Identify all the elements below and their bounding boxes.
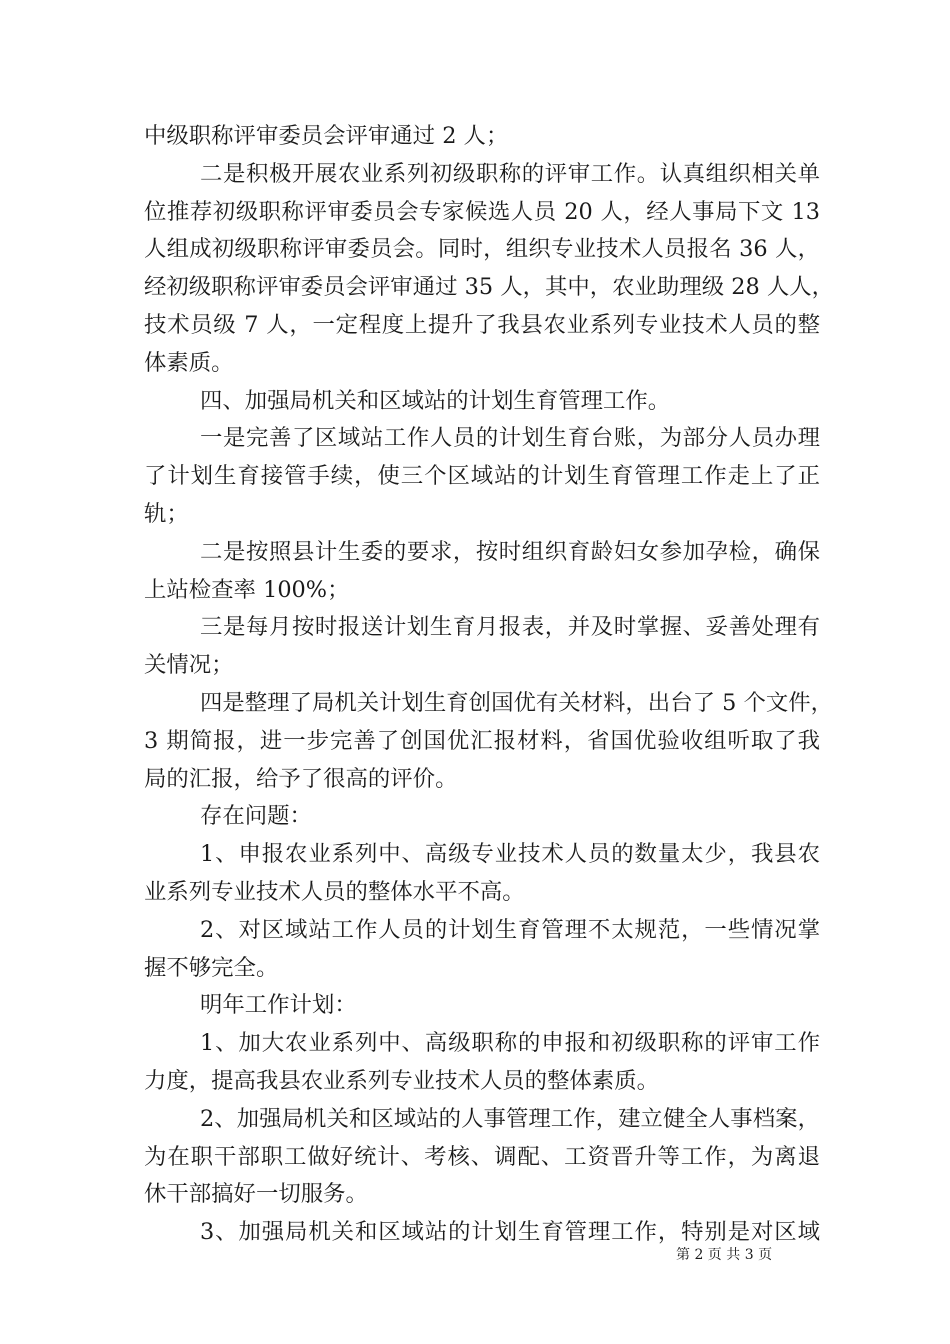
paragraph	[144, 609, 820, 685]
paragraph-line: 休干部搞好一切服务。	[144, 1181, 368, 1208]
paragraph-line: 位推荐初级职称评审委员会专家候选人员 20 人，经人事局下文 13	[144, 198, 820, 225]
paragraph-line: 1、加大农业系列中、高级职称的申报和初级职称的评审工作	[200, 1030, 820, 1057]
paragraph-line: 2、加强局机关和区域站的人事管理工作，建立健全人事档案，	[200, 1105, 820, 1132]
paragraph-line: 中级职称评审委员会评审通过 2 人；	[144, 123, 509, 149]
paragraph-line: 1、申报农业系列中、高级专业技术人员的数量太少，我县农	[200, 841, 820, 868]
paragraph-line: 业系列专业技术人员的整体水平不高。	[144, 878, 525, 905]
paragraph-line: 四是整理了局机关计划生育创国优有关材料，出台了 5 个文件，	[200, 689, 834, 716]
paragraph-line: 一是完善了区域站工作人员的计划生育台账，为部分人员办理	[200, 425, 820, 452]
paragraph-line: 轨；	[144, 500, 189, 527]
paragraph-line: 二是积极开展农业系列初级职称的评审工作。认真组织相关单	[200, 160, 820, 187]
paragraph-line: 二是按照县计生委的要求，按时组织育龄妇女参加孕检，确保	[200, 538, 820, 565]
paragraph-line: 上站检查率 100%；	[144, 576, 350, 603]
paragraph-line: 体素质。	[144, 349, 234, 376]
paragraph	[144, 420, 820, 533]
paragraph-line: 为在职干部职工做好统计、考核、调配、工资晋升等工作，为离退	[144, 1143, 820, 1170]
paragraph-line: 人组成初级职称评审委员会。同时，组织专业技术人员报名 36 人，	[144, 236, 820, 263]
paragraph	[144, 534, 820, 610]
paragraph	[144, 836, 820, 912]
paragraph-line: 经初级职称评审委员会评审通过 35 人，其中，农业助理级 28 人人，	[144, 274, 834, 301]
paragraph	[144, 912, 820, 988]
paragraph-line: 力度，提高我县农业系列专业技术人员的整体素质。	[144, 1067, 659, 1094]
paragraph-line: 存在问题：	[200, 803, 312, 830]
paragraph-line: 2、对区域站工作人员的计划生育管理不太规范，一些情况掌	[200, 916, 820, 943]
paragraph-line: 3 期简报，进一步完善了创国优汇报材料，省国优验收组听取了我	[144, 727, 820, 754]
document-body	[144, 118, 834, 1252]
paragraph	[144, 156, 834, 383]
paragraph-line: 3、加强局机关和区域站的计划生育管理工作，特别是对区域	[200, 1219, 820, 1246]
paragraph	[144, 118, 820, 156]
page-number: 第 2 页 共 3 页	[676, 1247, 773, 1263]
paragraph-line: 关情况；	[144, 652, 234, 679]
paragraph	[144, 987, 820, 1025]
paragraph	[144, 798, 820, 836]
paragraph-line: 局的汇报，给予了很高的评价。	[144, 765, 458, 792]
paragraph-line: 技术员级 7 人，一定程度上提升了我县农业系列专业技术人员的整	[144, 311, 820, 338]
paragraph-line: 明年工作计划：	[200, 992, 357, 1019]
paragraph	[144, 383, 820, 421]
paragraph	[144, 1101, 820, 1214]
paragraph-line: 四、加强局机关和区域站的计划生育管理工作。	[200, 387, 671, 414]
paragraph-line: 三是每月按时报送计划生育月报表，并及时掌握、妥善处理有	[200, 614, 820, 641]
paragraph-line: 了计划生育接管手续，使三个区域站的计划生育管理工作走上了正	[144, 463, 820, 490]
paragraph-line: 握不够完全。	[144, 954, 279, 981]
paragraph	[144, 685, 834, 798]
paragraph	[144, 1025, 820, 1101]
